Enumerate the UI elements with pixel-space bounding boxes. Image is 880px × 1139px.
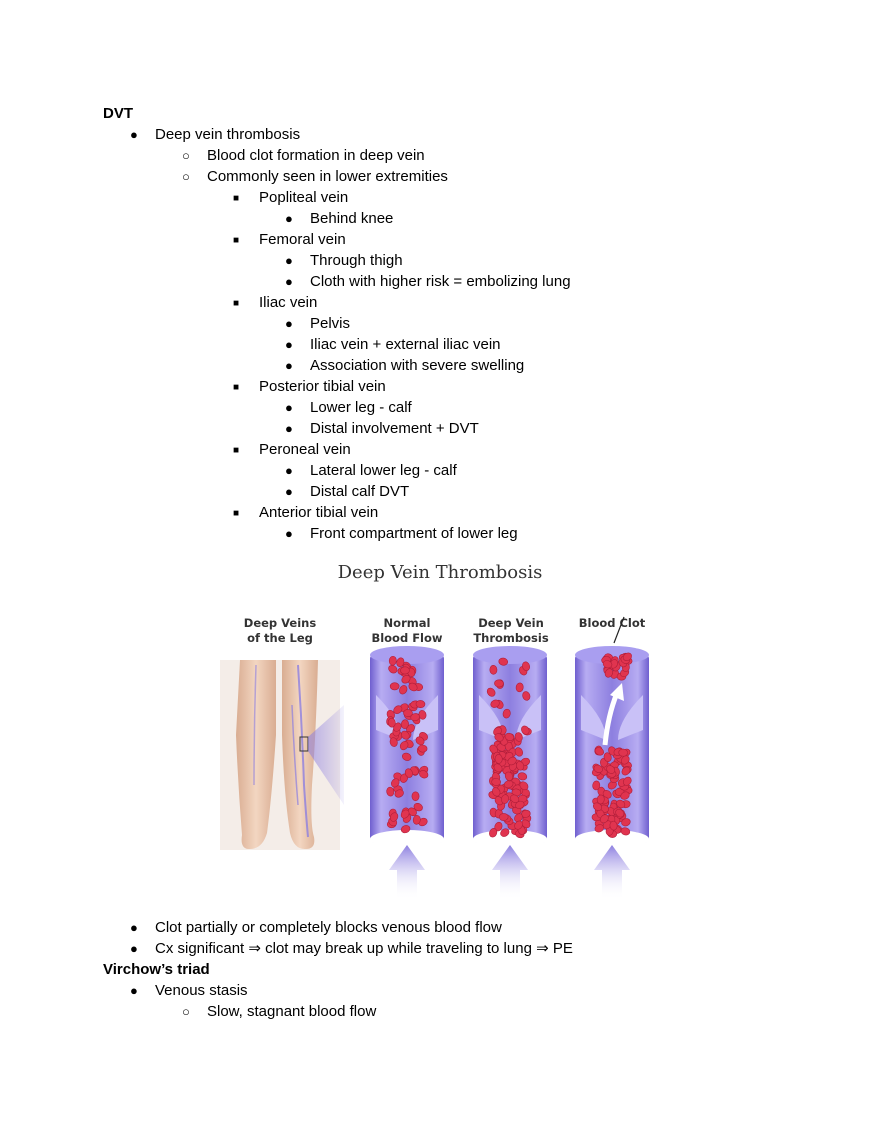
list-item-text: Blood clot formation in deep vein	[207, 147, 425, 164]
list-item-text: Distal calf DVT	[310, 483, 410, 500]
red-blood-cell	[390, 683, 399, 690]
list-item-text: Iliac vein	[259, 294, 318, 311]
list-item	[285, 208, 393, 229]
list-item	[233, 376, 386, 397]
list-item-text: Deep vein thrombosis	[155, 126, 301, 143]
vein-dvt-top	[473, 646, 547, 664]
list-item-text: Peroneal vein	[259, 441, 351, 458]
panel-label-clot: Blood Clot	[578, 616, 646, 630]
bullet-icon: ●	[285, 316, 293, 331]
list-item	[182, 145, 425, 166]
dvt-heading: DVT	[103, 105, 133, 122]
list-item-text: Popliteal vein	[259, 189, 349, 206]
bullet-icon: ●	[130, 920, 138, 935]
list-item-text: Behind knee	[310, 210, 394, 227]
flow-arrow-icon	[492, 845, 528, 900]
bullet-icon: ■	[233, 508, 240, 519]
list-item-text: Through thigh	[310, 252, 403, 269]
virchow-heading: Virchow’s triad	[103, 961, 210, 978]
bullet-icon: ○	[182, 1004, 190, 1019]
red-blood-cell	[499, 813, 508, 821]
flow-arrow-icon	[389, 845, 425, 900]
list-item	[285, 334, 501, 355]
bullet-icon: ●	[285, 526, 293, 541]
list-item-text: Front compartment of lower leg	[310, 525, 518, 542]
list-item	[285, 355, 524, 376]
bullet-icon: ●	[285, 400, 293, 415]
list-item	[285, 313, 350, 334]
list-item	[233, 502, 378, 523]
list-item	[130, 938, 573, 959]
list-item-text: Slow, stagnant blood flow	[207, 1003, 377, 1020]
red-blood-cell	[495, 754, 503, 763]
dvt-illustration	[212, 555, 662, 905]
list-item-text: Lower leg - calf	[310, 399, 412, 416]
bullet-icon: ●	[285, 484, 293, 499]
list-item	[285, 481, 409, 502]
list-item-text: Cloth with higher risk = embolizing lung	[310, 273, 571, 290]
bullet-icon: ■	[233, 298, 240, 309]
list-item	[285, 460, 457, 481]
flow-arrow-icon	[594, 845, 630, 900]
bullet-icon: ●	[285, 274, 293, 289]
list-item	[285, 523, 518, 544]
list-item	[285, 250, 403, 271]
list-item-text: Lateral lower leg - calf	[310, 462, 457, 479]
bullet-icon: ●	[285, 211, 293, 226]
list-item	[285, 397, 412, 418]
bullet-icon: ■	[233, 235, 240, 246]
bullet-icon: ●	[130, 983, 138, 998]
list-item	[130, 124, 300, 145]
list-item-text: Distal involvement + DVT	[310, 420, 479, 437]
vein-normal-top	[370, 646, 444, 664]
panel-label-deep-veins: Deep Veins	[243, 616, 317, 630]
panel-label-normal-2: Blood Flow	[371, 631, 443, 645]
bullet-icon: ●	[285, 463, 293, 478]
bullet-icon: ■	[233, 382, 240, 393]
list-item	[182, 166, 448, 187]
panel-label-deep-veins-2: of the Leg	[247, 631, 313, 645]
bullet-icon: ■	[233, 445, 240, 456]
red-blood-cell	[403, 709, 412, 717]
panel-label-dvt: Deep Vein	[478, 616, 544, 630]
list-item	[233, 439, 351, 460]
list-item	[233, 229, 346, 250]
list-item-text: Clot partially or completely blocks venous blood flow	[155, 919, 502, 936]
list-item-text: Cx significant ⇒ clot may break up while traveling to lung ⇒ PE	[155, 940, 573, 957]
bullet-icon: ●	[285, 253, 293, 268]
list-item-text: Anterior tibial vein	[259, 504, 379, 521]
list-item	[130, 917, 502, 938]
list-item-text: Femoral vein	[259, 231, 346, 248]
list-item-text: Pelvis	[310, 315, 351, 332]
bullet-icon: ○	[182, 169, 190, 184]
list-item-text: Posterior tibial vein	[259, 378, 386, 395]
bullet-icon: ●	[285, 337, 293, 352]
list-item-text: Commonly seen in lower extremities	[207, 168, 448, 185]
panel-label-dvt-2: Thrombosis	[473, 631, 549, 645]
list-item-text: Iliac vein + external iliac vein	[310, 336, 501, 353]
list-item	[182, 1001, 376, 1022]
bullet-icon: ●	[130, 127, 138, 142]
list-item	[285, 418, 479, 439]
bullet-icon: ○	[182, 148, 190, 163]
list-item	[233, 292, 317, 313]
bullet-icon: ●	[285, 358, 293, 373]
list-item-text: Venous stasis	[155, 982, 248, 999]
red-blood-cell	[490, 665, 498, 674]
list-item-text: Association with severe swelling	[310, 357, 525, 374]
red-blood-cell	[416, 700, 425, 708]
panel-label-normal: Normal	[383, 616, 431, 630]
figure-title: Deep Vein Thrombosis	[337, 562, 543, 583]
list-item	[285, 271, 571, 292]
list-item	[130, 980, 248, 1001]
bullet-icon: ●	[285, 421, 293, 436]
bullet-icon: ●	[130, 941, 138, 956]
list-item	[233, 187, 348, 208]
legs-illustration	[220, 660, 344, 850]
red-blood-cell	[412, 792, 419, 801]
bullet-icon: ■	[233, 193, 240, 204]
